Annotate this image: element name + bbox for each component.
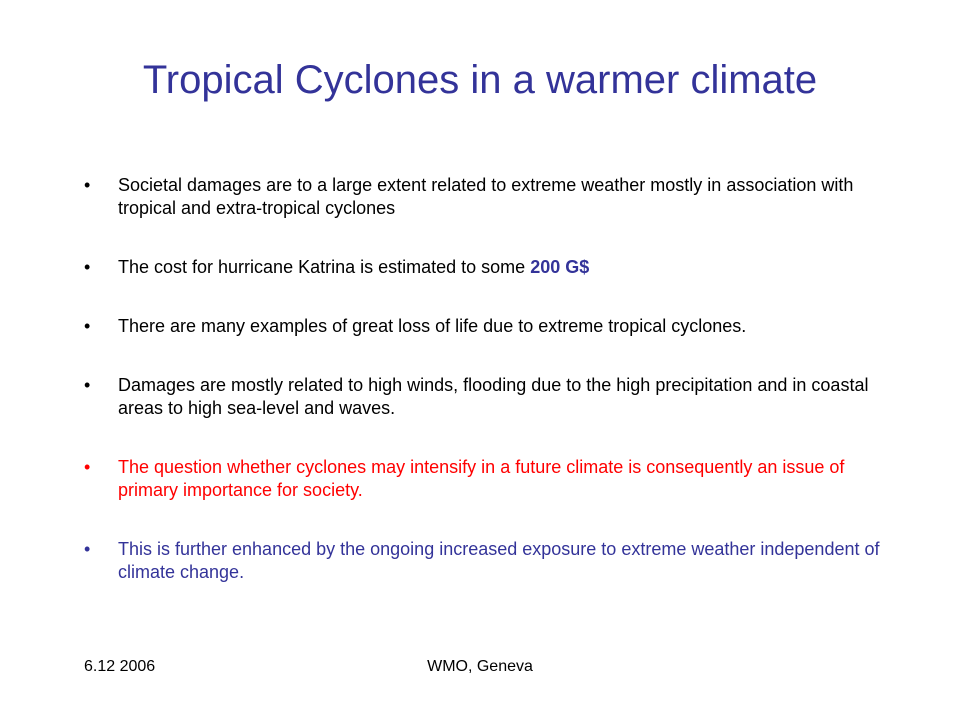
- bullet-item: [84, 315, 884, 338]
- bullet-dot: •: [84, 539, 91, 559]
- bullet-text: This is further enhanced by the ongoing increased exposure to extreme weather independent of climate change.: [118, 539, 880, 582]
- footer-location: WMO, Geneva: [427, 658, 533, 675]
- bullet-text: The question whether cyclones may intensify in a future climate is consequently an issue of primary importance for society.: [118, 457, 845, 500]
- bullet-text: The cost for hurricane Katrina is estimated to some: [118, 257, 531, 277]
- bullet-dot: •: [84, 316, 91, 336]
- bullet-item: [84, 256, 884, 279]
- bullet-list: [84, 174, 884, 620]
- bullet-item: [84, 374, 884, 420]
- bullet-dot: •: [84, 175, 91, 195]
- bullet-item: [84, 174, 884, 220]
- bullet-dot: •: [84, 375, 91, 395]
- bullet-text: Societal damages are to a large extent related to extreme weather mostly in association with tropical and extra-tropical cyclones: [118, 175, 854, 218]
- bullet-text: There are many examples of great loss of life due to extreme tropical cyclones.: [118, 316, 747, 336]
- bullet-dot: •: [84, 257, 91, 277]
- bullet-dot: •: [84, 457, 91, 477]
- bullet-item-question: [84, 456, 884, 502]
- bullet-item-exposure: [84, 538, 884, 584]
- footer-date: 6.12 2006: [84, 658, 156, 675]
- slide-title: Tropical Cyclones in a warmer climate: [142, 58, 818, 102]
- bullet-text: Damages are mostly related to high winds, flooding due to the high precipitation and in coastal areas to high sea-level and waves.: [118, 375, 869, 418]
- cost-highlight: 200 G$: [530, 257, 590, 277]
